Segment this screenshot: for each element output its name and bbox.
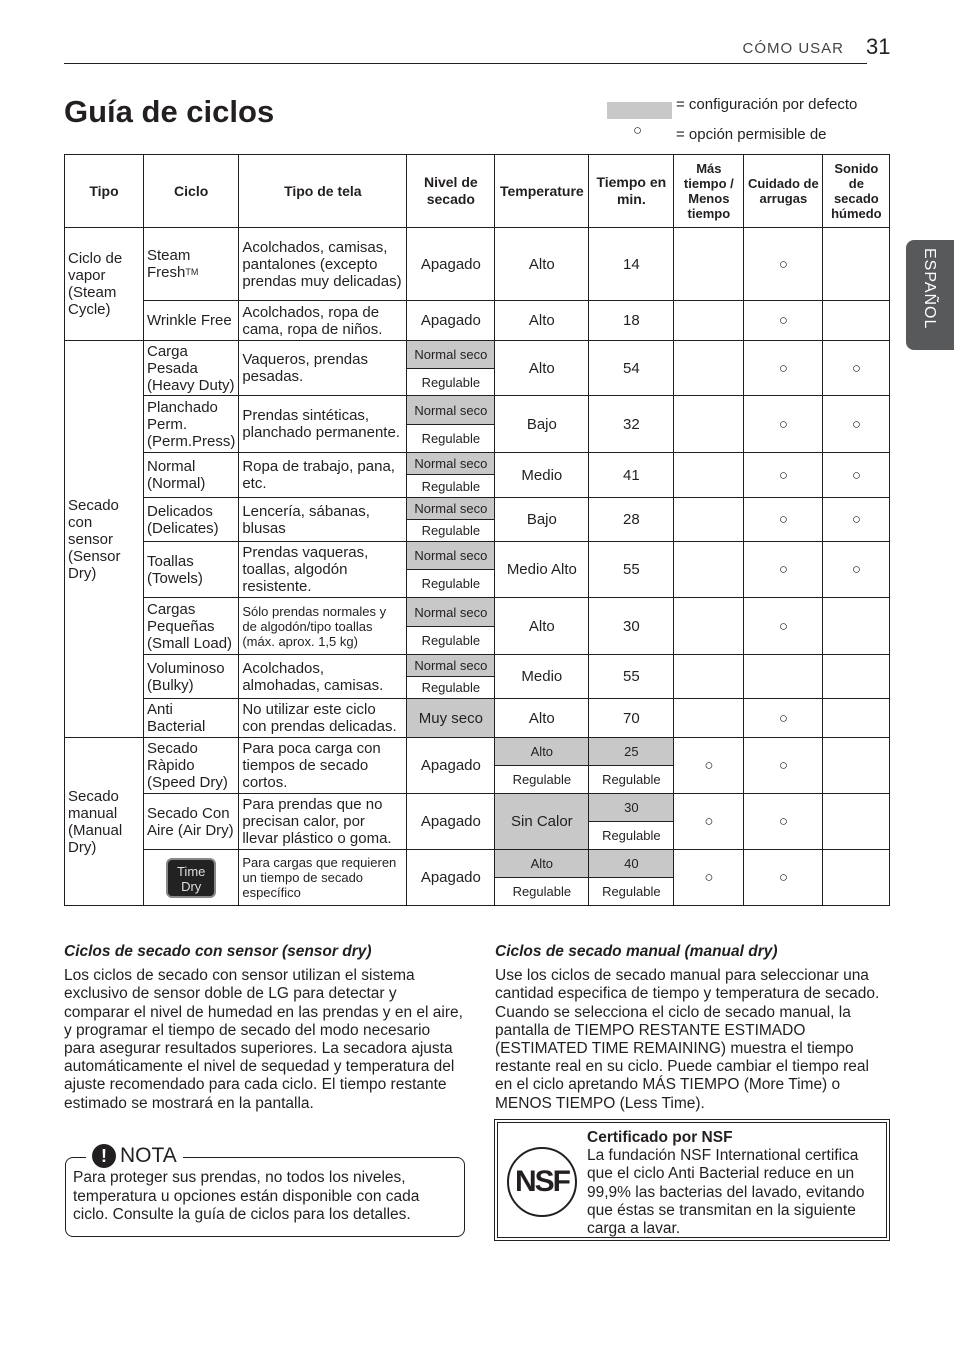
- column-header: Sonido de secado húmedo: [823, 155, 890, 228]
- page-title: Guía de ciclos: [64, 94, 275, 129]
- cycle-name-text: Toallas (Towels): [147, 552, 203, 587]
- temperature-adjustable: Regulable: [495, 878, 589, 906]
- cycle-name: [144, 738, 239, 794]
- temperature: Bajo: [495, 396, 589, 453]
- wrinkle-care: [744, 655, 823, 699]
- table-row: [65, 301, 890, 321]
- damp-dry-signal: [823, 598, 890, 655]
- table-row: [65, 738, 890, 766]
- more-less-time: [674, 396, 744, 453]
- fabric-type: Lencería, sábanas, blusas: [239, 498, 407, 542]
- wrinkle-care: ○: [744, 699, 823, 738]
- column-header: Tipo de tela: [239, 155, 407, 228]
- dry-level-adjustable: Regulable: [407, 677, 495, 699]
- fabric-type: Para poca carga con tiempos de secado cortos.: [239, 738, 407, 794]
- more-less-time: [674, 301, 744, 341]
- cycle-name-text: Planchado Perm. (Perm.Press): [147, 398, 236, 450]
- manual-dry-section: [495, 943, 880, 1113]
- damp-dry-signal: ○: [823, 453, 890, 498]
- cycle-name: [144, 655, 239, 699]
- cycle-name: [144, 228, 239, 301]
- dry-level-adjustable: Regulable: [407, 475, 495, 498]
- column-header: Tiempo en min.: [589, 155, 674, 228]
- cycle-name: [144, 396, 239, 453]
- column-header: Temperature: [495, 155, 589, 228]
- damp-dry-signal: [823, 699, 890, 738]
- fabric-type: Prendas vaqueras, toallas, algodón resistente.: [239, 542, 407, 598]
- table-row: [65, 498, 890, 520]
- dry-level: Muy seco: [407, 699, 495, 738]
- cycle-name-text: Secado Ràpido (Speed Dry): [147, 740, 228, 791]
- damp-dry-signal: ○: [823, 396, 890, 453]
- cycle-name-text: Normal (Normal): [147, 458, 206, 492]
- temperature-adjustable: Regulable: [495, 766, 589, 794]
- wrinkle-care: ○: [744, 498, 823, 542]
- cycle-name-text: Cargas Pequeñas (Small Load): [147, 600, 233, 652]
- nsf-certification-box: [494, 1119, 890, 1241]
- time-minutes: 54: [589, 341, 674, 396]
- wrinkle-care: ○: [744, 794, 823, 850]
- wrinkle-care: ○: [744, 341, 823, 396]
- time-minutes-adjustable: Regulable: [589, 766, 674, 794]
- note-label: NOTA: [120, 1144, 177, 1167]
- fabric-type: Ropa de trabajo, pana, etc.: [239, 453, 407, 498]
- fabric-type: Acolchados, camisas, pantalones (excepto prendas muy delicadas): [239, 228, 407, 301]
- time-minutes-adjustable: Regulable: [589, 822, 674, 850]
- language-tab-label: ESPAÑOL: [921, 248, 938, 330]
- dry-level-adjustable: Regulable: [407, 627, 495, 655]
- temperature: Bajo: [495, 498, 589, 542]
- temperature: Medio: [495, 655, 589, 699]
- cycle-name-text: Secado Con Aire (Air Dry): [147, 804, 234, 839]
- time-minutes: 30: [589, 794, 674, 822]
- time-minutes: 55: [589, 542, 674, 598]
- exclamation-icon: !: [92, 1144, 116, 1168]
- fabric-type: Prendas sintéticas, planchado permanente.: [239, 396, 407, 453]
- legend-default-label: = configuración por defecto: [676, 96, 858, 113]
- damp-dry-signal: [823, 655, 890, 699]
- sensor-dry-body: Los ciclos de secado con sensor utilizan el sistema exclusivo de sensor doble de LG para detectar y comparar el nivel de humedad en las prendas y en el aire, y programar el tiempo de secado del modo necesario para asegurar resultados superiores. La secadora ajusta automáticamente el nivel de sequedad y temperatura del ajuste recomendado para cada ciclo. El tiempo restante estimado se mostrará en la pantalla.: [64, 967, 463, 1112]
- page-number: 31: [866, 34, 891, 59]
- nsf-title: Certificado por NSF: [587, 1129, 733, 1146]
- damp-dry-signal: [823, 301, 890, 341]
- table-row: [65, 699, 890, 719]
- temperature: Alto: [495, 738, 589, 766]
- wrinkle-care: ○: [744, 598, 823, 655]
- cycle-type: Ciclo de vapor (Steam Cycle): [65, 228, 144, 341]
- column-header: Ciclo: [144, 155, 239, 228]
- fabric-type: Para prendas que no precisan calor, por llevar plástico o goma.: [239, 794, 407, 850]
- dry-level-adjustable: Regulable: [407, 520, 495, 542]
- damp-dry-signal: [823, 228, 890, 301]
- dry-level: Apagado: [407, 228, 495, 301]
- damp-dry-signal: [823, 738, 890, 794]
- dry-level-adjustable: Regulable: [407, 425, 495, 453]
- language-tab: [906, 240, 954, 350]
- damp-dry-signal: [823, 794, 890, 850]
- dry-level: Apagado: [407, 301, 495, 341]
- cycle-name: [144, 341, 239, 396]
- cycle-guide-table: [64, 154, 890, 906]
- cycle-name-text: Steam Fresh: [147, 247, 191, 281]
- time-minutes: 55: [589, 655, 674, 699]
- manual-dry-heading: Ciclos de secado manual (manual dry): [495, 943, 778, 960]
- column-header: Cuidado de arrugas: [744, 155, 823, 228]
- dry-level-adjustable: Regulable: [407, 570, 495, 598]
- legend-optional-label: = opción permisible de: [676, 126, 827, 143]
- column-header: Tipo: [65, 155, 144, 228]
- more-less-time: ○: [674, 794, 744, 850]
- cycle-name-text: Anti Bacterial: [147, 701, 206, 735]
- dry-level: Normal seco: [407, 598, 495, 627]
- manual-dry-body: Use los ciclos de secado manual para seleccionar una cantidad especifica de tiempo y temperatura de secado. Cuando se selecciona el ciclo de secado manual, la pantalla de TIEMPO RESTANTE ESTIMADO (ESTIMATED TIME REMAINING) muestra el tiempo restante real en su ciclo. Puede cambiar el tiempo real en el ciclo apretando MÁS TIEMPO (More Time) o MENOS TIEMPO (Less Time).: [495, 967, 880, 1112]
- column-header: Más tiempo / Menos tiempo: [674, 155, 744, 228]
- temperature: Alto: [495, 598, 589, 655]
- table-row: [65, 598, 890, 627]
- more-less-time: [674, 699, 744, 738]
- wrinkle-care: ○: [744, 396, 823, 453]
- damp-dry-signal: [823, 850, 890, 906]
- wrinkle-care: ○: [744, 738, 823, 794]
- dry-level: Apagado: [407, 738, 495, 794]
- more-less-time: [674, 498, 744, 542]
- time-minutes: 30: [589, 598, 674, 655]
- sensor-dry-heading: Ciclos de secado con sensor (sensor dry): [64, 943, 372, 960]
- dry-level: Normal seco: [407, 655, 495, 677]
- more-less-time: [674, 453, 744, 498]
- cycle-name: [144, 699, 239, 738]
- damp-dry-signal: ○: [823, 542, 890, 598]
- cycle-name: [144, 301, 239, 341]
- temperature: Medio: [495, 453, 589, 498]
- table-row: [65, 396, 890, 425]
- cycle-type: Secado manual (Manual Dry): [65, 738, 144, 906]
- nsf-body: La fundación NSF International certifica que el ciclo Anti Bacterial reduce en un 99,9% las bacterias del lavado, evitando que éstas se transmitan en la siguiente carga a lavar.: [587, 1147, 865, 1238]
- time-minutes: 40: [589, 850, 674, 878]
- cycle-name: [144, 850, 239, 906]
- dry-level: Normal seco: [407, 453, 495, 475]
- note-box: [65, 1144, 465, 1237]
- table-row: [65, 228, 890, 265]
- time-dry-button-icon: Time Dry: [166, 858, 216, 898]
- more-less-time: ○: [674, 850, 744, 906]
- cycle-name-text: Voluminoso (Bulky): [147, 659, 225, 694]
- fabric-type: No utilizar este ciclo con prendas delicadas.: [239, 699, 407, 738]
- fabric-type: Sólo prendas normales y de algodón/tipo toallas (máx. aprox. 1,5 kg): [239, 598, 407, 655]
- dry-level: Normal seco: [407, 498, 495, 520]
- sensor-dry-section: [64, 943, 464, 1113]
- temperature: Alto: [495, 699, 589, 738]
- dry-level-adjustable: Regulable: [407, 369, 495, 396]
- more-less-time: [674, 341, 744, 396]
- trademark-mark: TM: [185, 267, 199, 277]
- damp-dry-signal: ○: [823, 498, 890, 542]
- temperature: Medio Alto: [495, 542, 589, 598]
- time-minutes: 25: [589, 738, 674, 766]
- more-less-time: [674, 542, 744, 598]
- more-less-time: [674, 228, 744, 301]
- cycle-name: [144, 542, 239, 598]
- wrinkle-care: ○: [744, 850, 823, 906]
- dry-level: Normal seco: [407, 341, 495, 369]
- column-header: Nivel de secado: [407, 155, 495, 228]
- cycle-name: [144, 498, 239, 542]
- dry-level: Normal seco: [407, 396, 495, 425]
- section-label: CÓMO USAR: [742, 40, 844, 57]
- damp-dry-signal: ○: [823, 341, 890, 396]
- more-less-time: ○: [674, 738, 744, 794]
- temperature: Alto: [495, 341, 589, 396]
- nsf-logo: NSF: [507, 1147, 577, 1217]
- fabric-type: Acolchados, almohadas, camisas.: [239, 655, 407, 699]
- time-minutes: 18: [589, 301, 674, 341]
- cycle-name-text: Carga Pesada (Heavy Duty): [147, 342, 235, 394]
- dry-level: Apagado: [407, 794, 495, 850]
- table-row: [65, 453, 890, 475]
- temperature: Alto: [495, 228, 589, 301]
- fabric-type: Para cargas que requieren un tiempo de secado específico: [239, 850, 407, 906]
- table-row: [65, 794, 890, 822]
- table-row: [65, 850, 890, 878]
- time-minutes-adjustable: Regulable: [589, 878, 674, 906]
- wrinkle-care: ○: [744, 542, 823, 598]
- dry-level: Normal seco: [407, 542, 495, 570]
- table-row: [65, 655, 890, 677]
- dry-level: Apagado: [407, 850, 495, 906]
- time-minutes: 28: [589, 498, 674, 542]
- time-minutes: 41: [589, 453, 674, 498]
- temperature: Sin Calor: [495, 794, 589, 850]
- temperature: Alto: [495, 850, 589, 878]
- wrinkle-care: ○: [744, 228, 823, 301]
- temperature: Alto: [495, 301, 589, 341]
- note-body: Para proteger sus prendas, no todos los niveles, temperatura u opciones están disponible con cada ciclo. Consulte la guía de ciclos para los detalles.: [73, 1169, 420, 1223]
- default-swatch: [607, 102, 672, 119]
- cycle-name: [144, 794, 239, 850]
- fabric-type: Vaqueros, prendas pesadas.: [239, 341, 407, 396]
- more-less-time: [674, 655, 744, 699]
- cycle-name-text: Delicados (Delicates): [147, 502, 219, 537]
- wrinkle-care: ○: [744, 453, 823, 498]
- fabric-type: Acolchados, ropa de cama, ropa de niños.: [239, 301, 407, 341]
- circle-icon: ○: [633, 122, 643, 139]
- time-minutes: 70: [589, 699, 674, 738]
- cycle-type: Secado con sensor (Sensor Dry): [65, 341, 144, 738]
- header-divider: [64, 63, 867, 64]
- table-row: [65, 341, 890, 369]
- wrinkle-care: ○: [744, 301, 823, 341]
- table-row: [65, 542, 890, 570]
- cycle-name: [144, 598, 239, 655]
- time-minutes: 32: [589, 396, 674, 453]
- time-minutes: 14: [589, 228, 674, 301]
- cycle-name: [144, 453, 239, 498]
- cycle-name-text: Wrinkle Free: [147, 312, 232, 329]
- more-less-time: [674, 598, 744, 655]
